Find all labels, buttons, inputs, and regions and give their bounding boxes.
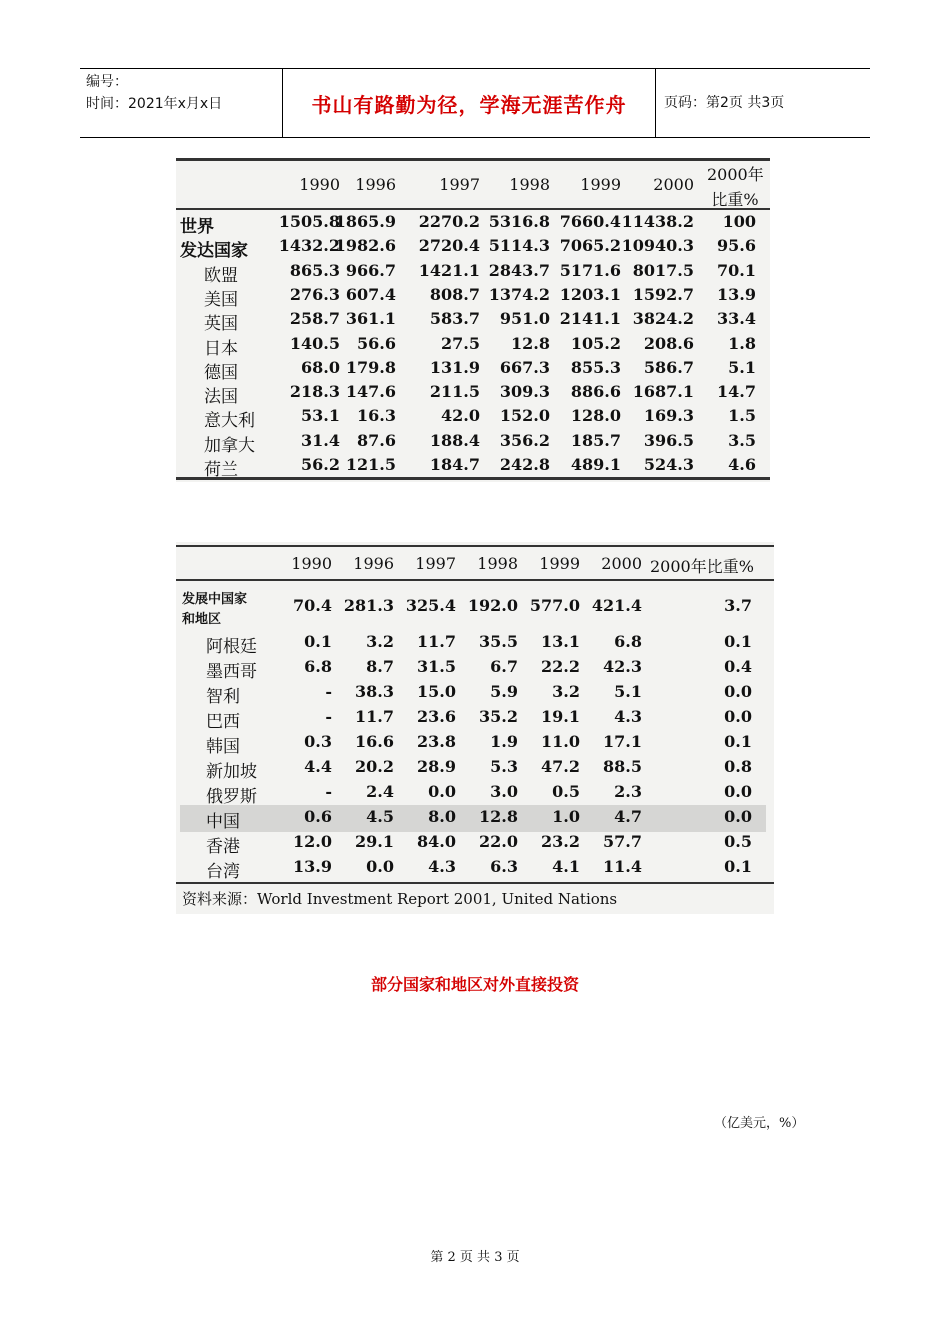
share-cell: 0.0 [724,782,752,801]
table-cell: 1432.2 [278,236,340,256]
table-cell: 396.5 [643,430,694,450]
table-cell: 855.3 [570,357,621,377]
table-cell: 11.4 [603,857,642,876]
share-cell: 14.7 [717,382,756,402]
table-cell: 35.2 [479,707,518,726]
column-header-year: 1998 [509,175,550,194]
table-cell: 0.0 [428,782,456,801]
table-cell: 5.9 [490,682,518,701]
share-cell: 0.1 [724,632,752,651]
table-cell: 12.8 [511,333,550,353]
row-label: 中国 [206,812,240,832]
table-cell: 808.7 [429,284,480,304]
table-cell: 5114.3 [488,236,550,256]
table-cell: - [325,682,332,701]
table-cell: 865.3 [289,260,340,280]
table-cell: 42.0 [441,406,480,426]
table-cell: 2843.7 [488,260,550,280]
table-cell: 421.4 [591,596,642,615]
row-label: 发达国家 [180,241,248,262]
table-cell: 4.3 [614,707,642,726]
table-cell: 23.2 [541,832,580,851]
table-cell: 607.4 [345,284,396,304]
table-cell: 211.5 [429,382,480,402]
row-label: 世界 [180,217,214,237]
table-cell: 3.2 [552,682,580,701]
table-cell: 192.0 [467,596,518,615]
table-cell: 29.1 [355,832,394,851]
table-cell: 3.2 [366,632,394,651]
table-cell: 218.3 [289,382,340,402]
document-header [80,68,870,138]
table-cell: 258.7 [289,309,340,329]
row-label: 欧盟 [204,265,238,286]
table-cell: 1687.1 [632,382,694,402]
column-header-year: 1997 [415,554,456,573]
table-cell: 2720.4 [418,236,480,256]
table-cell: 489.1 [570,455,621,474]
date-line: 时间：2021年x月x日 [86,96,223,112]
table-cell: 242.8 [499,455,550,474]
table-cell: 3824.2 [632,309,694,329]
table-cell: 87.6 [357,430,396,450]
column-header-year: 1990 [291,554,332,573]
row-label: 台湾 [206,862,240,882]
table-cell: 140.5 [289,333,340,353]
table-cell: 27.5 [441,333,480,353]
share-cell: 0.0 [724,707,752,726]
table-cell: 4.5 [366,807,394,826]
table-cell: 0.5 [552,782,580,801]
table-cell: 11.7 [417,632,456,651]
share-cell: 4.6 [728,455,756,474]
share-cell: 5.1 [728,357,756,377]
table-cell: 1.9 [490,732,518,751]
table-cell: 56.6 [357,333,396,353]
table-cell: 47.2 [541,757,580,776]
table-cell: 361.1 [345,309,396,329]
table-cell: 19.1 [541,707,580,726]
share-cell: 100 [722,212,756,231]
table-cell: 7065.2 [559,236,621,256]
table-cell: 70.4 [293,596,332,615]
table-cell: 179.8 [345,357,396,377]
table-cell: 147.6 [345,382,396,402]
row-label: 墨西哥 [206,662,257,682]
table-cell: 22.0 [479,832,518,851]
row-label: 日本 [204,338,238,359]
table-cell: 15.0 [417,682,456,701]
table-cell: 309.3 [499,382,550,402]
share-cell: 1.8 [728,333,756,353]
table-cell: 10940.3 [621,236,694,256]
share-cell: 33.4 [717,309,756,329]
header-page-info: 页码：第2页 共3页 [664,95,785,111]
header-meta [86,71,282,115]
table-cell: 11.0 [541,732,580,751]
table-cell: 68.0 [301,357,340,377]
share-cell: 13.9 [717,284,756,304]
row-label: 法国 [204,387,238,408]
table-cell: 56.2 [301,455,340,474]
table-cell: 57.7 [603,832,642,851]
table-cell: 17.1 [603,732,642,751]
table-cell: 188.4 [429,430,480,450]
table-cell: 2.4 [366,782,394,801]
table-cell: 966.7 [345,260,396,280]
table-cell: 22.2 [541,657,580,676]
table-cell: 84.0 [417,832,456,851]
table-cell: 0.0 [366,857,394,876]
table-cell: 88.5 [603,757,642,776]
table-cell: 586.7 [643,357,694,377]
table-cell: 356.2 [499,430,550,450]
column-header-year: 1990 [299,175,340,194]
table-cell: 1982.6 [334,236,396,256]
row-label: 意大利 [204,411,255,432]
table-cell: 583.7 [429,309,480,329]
column-header-year: 2000 [601,554,642,573]
table-cell: 5316.8 [488,212,550,231]
table-cell: 42.3 [603,657,642,676]
row-label: 新加坡 [206,762,257,782]
table-cell: 12.0 [293,832,332,851]
table-header-rule [176,208,770,210]
table-cell: 0.1 [304,632,332,651]
table-cell: 23.6 [417,707,456,726]
column-header-year: 1996 [353,554,394,573]
share-cell: 0.4 [724,657,752,676]
share-cell: 95.6 [717,236,756,256]
row-label: 荷兰 [204,460,238,480]
share-cell: 0.8 [724,757,752,776]
table-cell: 105.2 [570,333,621,353]
table-cell: 121.5 [345,455,396,474]
table-cell: 152.0 [499,406,550,426]
table-cell: 16.3 [357,406,396,426]
table-cell: 131.9 [429,357,480,377]
table-cell: 1203.1 [559,284,621,304]
table-cell: 2.3 [614,782,642,801]
table-cell: 6.7 [490,657,518,676]
table-cell: 11.7 [355,707,394,726]
share-cell: 3.5 [728,430,756,450]
share-cell: 0.1 [724,732,752,751]
table-cell: 886.6 [570,382,621,402]
row-label: 阿根廷 [206,637,257,657]
table-cell: 4.7 [614,807,642,826]
table-cell: 4.4 [304,757,332,776]
table-top-rule [176,158,770,161]
table-cell: 1374.2 [488,284,550,304]
share-cell: 70.1 [717,260,756,280]
row-label: 韩国 [206,737,240,757]
table-cell: 28.9 [417,757,456,776]
table-bottom-rule [176,477,770,480]
column-header-year: 1998 [477,554,518,573]
column-header-year: 2000 [653,175,694,194]
table-cell: 0.6 [304,807,332,826]
table-cell: 12.8 [479,807,518,826]
table-cell: 13.9 [293,857,332,876]
page-footer: 第 2 页 共 3 页 [430,1250,520,1265]
table-cell: 128.0 [570,406,621,426]
table-cell: - [325,782,332,801]
table-cell: 1421.1 [418,260,480,280]
row-label: 智利 [206,687,240,707]
table-cell: 11438.2 [621,212,694,231]
figure-caption: 部分国家和地区对外直接投资 [370,975,579,994]
share-cell: 1.5 [728,406,756,426]
table-cell: 577.0 [529,596,580,615]
column-header-year: 1997 [439,175,480,194]
table-cell: 6.8 [614,632,642,651]
table-cell: 667.3 [499,357,550,377]
table-cell: 1.0 [552,807,580,826]
row-label: 俄罗斯 [206,787,257,807]
column-header-year: 1999 [539,554,580,573]
table-cell: 276.3 [289,284,340,304]
table-cell: 8.0 [428,807,456,826]
row-label: 巴西 [206,712,240,732]
table-cell: 7660.4 [559,212,621,231]
column-header-share: 2000年比重% [650,557,754,576]
table-cell: 2270.2 [418,212,480,231]
table-top-rule [176,545,774,547]
table-bottom-rule [176,882,774,884]
table-cell: 208.6 [643,333,694,353]
row-label: 香港 [206,837,240,857]
row-label: 美国 [204,289,238,310]
serial-number-label: 编号： [86,74,128,90]
table-cell: 6.8 [304,657,332,676]
column-header-year: 1999 [580,175,621,194]
table-cell: 8.7 [366,657,394,676]
table-cell: 4.3 [428,857,456,876]
table-cell: 31.5 [417,657,456,676]
share-cell: 3.7 [724,596,752,615]
table-cell: 5.1 [614,682,642,701]
column-header-share: 2000年 [707,165,764,184]
table-cell: 3.0 [490,782,518,801]
table-cell: 13.1 [541,632,580,651]
unit-note: （亿美元，%） [714,1116,805,1131]
table-cell: 53.1 [301,406,340,426]
row-label: 英国 [204,314,238,335]
table-cell: 1505.8 [278,212,340,231]
table-cell: 35.5 [479,632,518,651]
share-cell: 0.0 [724,807,752,826]
table-cell: 38.3 [355,682,394,701]
table-cell: - [325,707,332,726]
fdi-table-developing [176,542,774,914]
column-header-year: 1996 [355,175,396,194]
table-cell: 184.7 [429,455,480,474]
header-motto: 书山有路勤为径，学海无涯苦作舟 [282,69,656,137]
table-cell: 23.8 [417,732,456,751]
share-cell: 0.5 [724,832,752,851]
row-label: 加拿大 [204,435,255,456]
table-cell: 4.1 [552,857,580,876]
table-cell: 16.6 [355,732,394,751]
group-label: 和地区 [182,612,222,627]
table-header-rule [176,579,774,581]
table-cell: 8017.5 [632,260,694,280]
table-cell: 185.7 [570,430,621,450]
table-cell: 524.3 [643,455,694,474]
table-cell: 2141.1 [559,309,621,329]
table-cell: 1865.9 [334,212,396,231]
table-cell: 5.3 [490,757,518,776]
row-label: 德国 [204,362,238,383]
group-label: 发展中国家 [182,592,248,607]
share-cell: 0.0 [724,682,752,701]
table-source-note: 资料来源：World Investment Report 2001, United Nations [182,890,618,908]
table-cell: 1592.7 [632,284,694,304]
column-header-share: 比重% [711,190,759,209]
fdi-table-developed [176,158,770,482]
table-cell: 951.0 [499,309,550,329]
table-cell: 281.3 [343,596,394,615]
table-cell: 31.4 [301,430,340,450]
table-cell: 6.3 [490,857,518,876]
table-cell: 5171.6 [559,260,621,280]
table-cell: 0.3 [304,732,332,751]
table-cell: 169.3 [643,406,694,426]
share-cell: 0.1 [724,857,752,876]
table-cell: 20.2 [355,757,394,776]
table-cell: 325.4 [405,596,456,615]
